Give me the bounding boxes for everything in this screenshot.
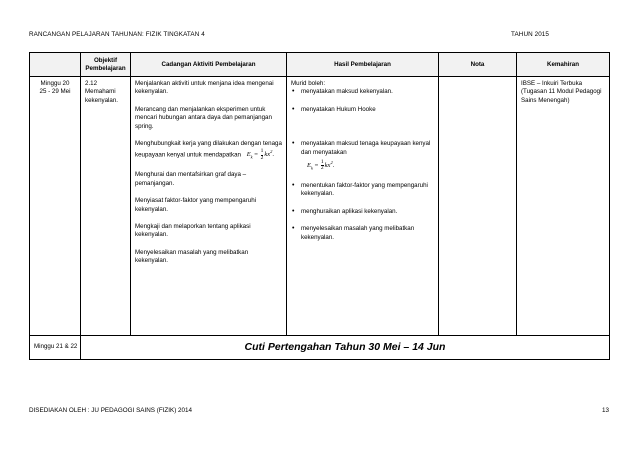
list-item: • menyatakan maksud tenaga keupayaan kenyal dan menyatakan $E_k$ = $\frac{1}{2}$ $kx^2$. (301, 140, 434, 173)
activity-item: Merancang dan menjalankan eksperimen untuk mencari hubungan antara daya dan pemanjangan spring. (135, 105, 272, 130)
header-nota: Nota (439, 53, 517, 77)
activity-item: Menghurai dan mentafsirkan graf daya – pemanjangan. (135, 171, 247, 187)
table-header-row (30, 53, 610, 77)
lesson-plan-table (29, 52, 610, 360)
week-cell: Minggu 21 & 22 (30, 336, 81, 360)
week-dates: 25 - 29 Mei (39, 88, 71, 96)
header-skills: Kemahiran (517, 53, 610, 77)
objective-text: Memahami kekenyalan. (85, 88, 119, 104)
elastic-energy-formula: $E_k$ = $\frac{1}{2}$ $kx^2$. (307, 158, 335, 172)
skills-cell: IBSE – Inkuiri Terbuka (Tugasan 11 Modul Pedagogi Sains Menengah) (517, 77, 610, 336)
table-row (30, 336, 610, 360)
fraction: $\frac{1}{2}$ (320, 158, 324, 172)
activity-item: Menjalankan aktiviti untuk menjana idea mengenai kekenyalan. (135, 80, 274, 96)
week-cell (30, 77, 81, 336)
page-number: 13 (601, 407, 609, 414)
outcomes-cell (287, 77, 439, 336)
nota-cell (439, 77, 517, 336)
header-objective: Objektif Pembelajaran (81, 53, 131, 77)
objective-number: 2.12 (85, 80, 98, 87)
outcomes-intro: Murid boleh: (291, 80, 326, 87)
list-item: • menghuraikan aplikasi kekenyalan. (301, 208, 434, 216)
list-item: • menyatakan maksud kekenyalan. (301, 88, 434, 96)
list-item: • menyatakan Hukum Hooke (301, 106, 434, 114)
week-label: Minggu 20 (40, 80, 70, 87)
holiday-banner: Cuti Pertengahan Tahun 30 Mei – 14 Jun (81, 336, 610, 360)
header-year: TAHUN 2015 (511, 31, 549, 38)
activity-text: Menghubungkait kerja yang dilakukan dengan tenaga keupayaan kenyal untuk mendapatkan (135, 140, 282, 160)
table-row (30, 77, 610, 336)
header-title: RANCANGAN PELAJARAN TAHUNAN: FIZIK TINGKATAN 4 (29, 31, 205, 38)
header-activities: Cadangan Aktiviti Pembelajaran (131, 53, 287, 77)
header-week (30, 53, 81, 77)
list-item: • menyelesaikan masalah yang melibatkan kekenyalan. (301, 225, 434, 242)
header-outcomes: Hasil Pembelajaran (287, 53, 439, 77)
fraction: $\frac{1}{2}$ (260, 148, 264, 161)
elastic-energy-formula: $E_k$ = $\frac{1}{2}$ $kx^2$. (246, 148, 274, 161)
activity-item: Menyelesaikan masalah yang melibatkan kekenyalan. (135, 248, 249, 265)
footer-credit: DISEDIAKAN OLEH : JU PEDAGOGI SAINS (FIZIK) 2014 (29, 407, 193, 414)
outcomes-list (291, 88, 434, 242)
activity-item: Mengkaji dan melaporkan tentang aplikasi kekenyalan. (135, 222, 251, 239)
objective-cell (81, 77, 131, 336)
activity-item: Menyiasat faktor-faktor yang mempengaruhi kekenyalan. (135, 197, 257, 213)
activities-cell (131, 77, 287, 336)
activity-item (135, 140, 282, 162)
list-item: • menentukan faktor-faktor yang mempengaruhi kekenyalan. (301, 182, 434, 199)
